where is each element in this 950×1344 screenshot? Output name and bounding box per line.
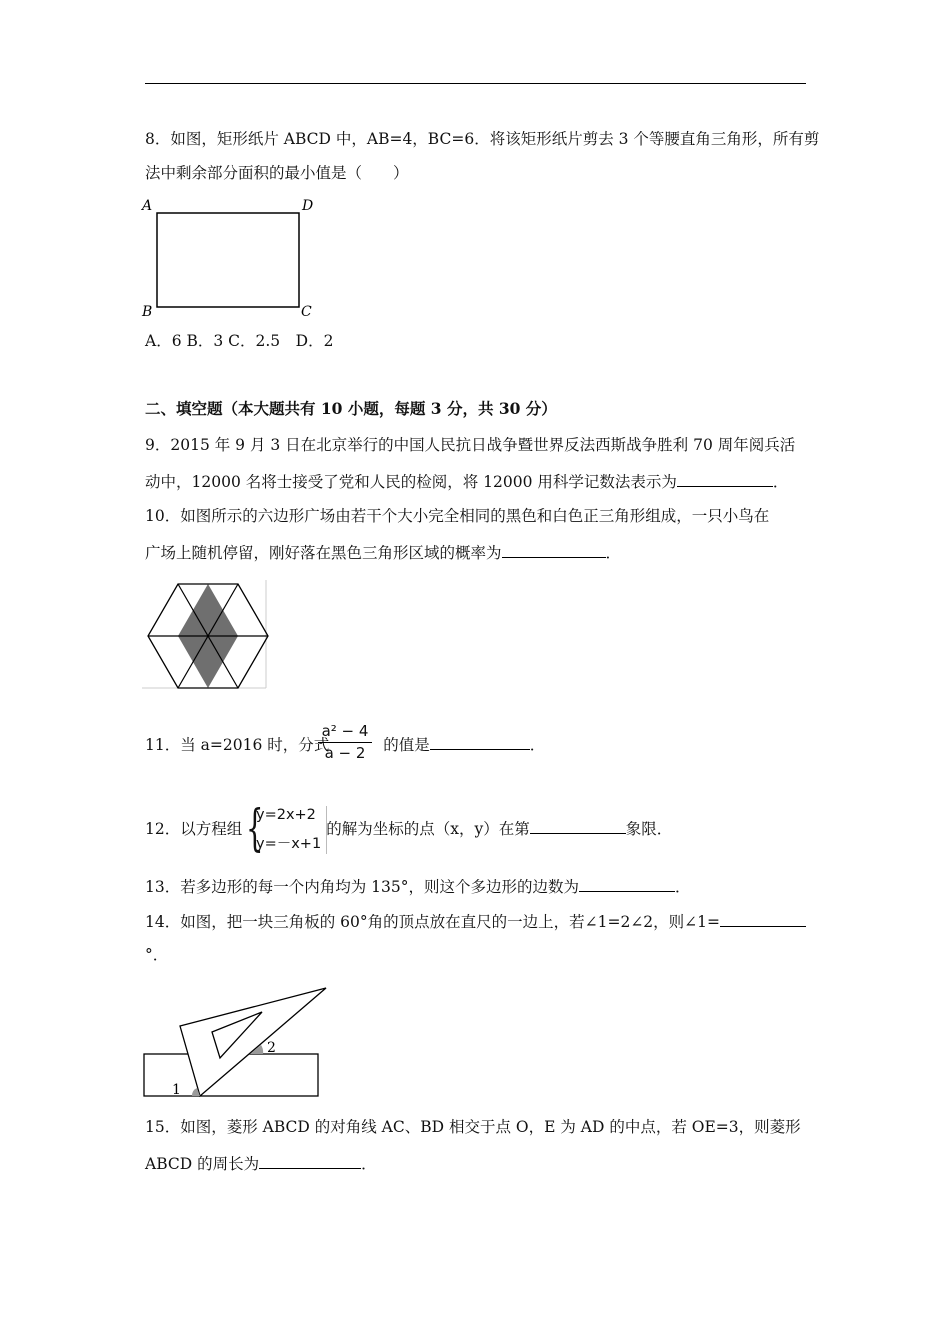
q8-line2: 法中剩余部分面积的最小值是（ ）	[145, 164, 409, 182]
q15-end: ．	[361, 1155, 377, 1173]
q8-rectangle-figure	[140, 196, 330, 320]
q11-answer-blank[interactable]	[430, 733, 530, 750]
q12-text-before: 12．以方程组	[145, 820, 243, 838]
angle-label-1: 1	[172, 1082, 181, 1098]
q14-text: 14．如图，把一块三角板的 60°角的顶点放在直尺的一边上，若∠1=2∠2，则∠1=	[145, 913, 721, 931]
vertex-label-c: C	[301, 304, 312, 320]
q10-end: ．	[605, 544, 622, 562]
q12-line	[145, 817, 672, 840]
q9-text: 动中，12000 名将士接受了党和人民的检阅，将 12000 用科学记数法表示为	[145, 473, 677, 491]
q15-answer-blank[interactable]	[259, 1152, 361, 1169]
q8-options: A．6 B．3 C．2.5 D．2	[145, 332, 334, 350]
equation-2: y=－x+1	[256, 836, 322, 852]
q14-answer-blank[interactable]	[720, 910, 806, 927]
q14-ruler-triangle-figure	[140, 984, 336, 1100]
q15-line2	[145, 1152, 377, 1175]
q12-text-after: 的解为坐标的点（x，y）在第	[326, 820, 530, 838]
q9-answer-blank[interactable]	[677, 470, 773, 487]
q11-end: ．	[529, 736, 546, 754]
q10-line2	[145, 541, 621, 564]
q14-line1	[145, 910, 806, 933]
q9-line1: 9．2015 年 9 月 3 日在北京举行的中国人民抗日战争暨世界反法西斯战争胜利 70 周年阅兵活	[145, 436, 796, 454]
q8-line1: 8．如图，矩形纸片 ABCD 中，AB=4，BC=6．将该矩形纸片剪去 3 个等腰直角三角形，所有剪	[145, 130, 820, 148]
q15-line1: 15．如图，菱形 ABCD 的对角线 AC、BD 相交于点 O，E 为 AD 的中点，若 OE=3，则菱形	[145, 1118, 801, 1136]
q13-text: 13．若多边形的每一个内角均为 135°，则这个多边形的边数为	[145, 878, 579, 896]
equation-1: y=2x+2	[256, 807, 316, 823]
q11-text-before: 11．当 a=2016 时，分式	[145, 736, 330, 754]
q13-line	[145, 875, 691, 898]
q10-text: 广场上随机停留，刚好落在黑色三角形区域的概率为	[145, 544, 502, 562]
vertex-label-d: D	[302, 198, 314, 214]
q13-end: ．	[675, 878, 691, 896]
q10-answer-blank[interactable]	[502, 541, 606, 558]
section-heading: 二、填空题（本大题共有 10 小题，每题 3 分，共 30 分）	[145, 399, 557, 418]
fraction-numerator: a² − 4	[321, 722, 369, 740]
black-triangle-bottom	[178, 636, 238, 688]
q9-end: ．	[772, 473, 789, 491]
q9-line2	[145, 470, 788, 493]
vertex-label-b: B	[142, 304, 153, 320]
q11-text-after: 的值是	[383, 736, 430, 754]
q12-answer-blank[interactable]	[530, 817, 626, 834]
q14-line2: °．	[145, 946, 169, 964]
vertex-label-a: A	[142, 198, 153, 214]
q15-text: ABCD 的周长为	[145, 1155, 260, 1173]
rectangle-abcd	[157, 213, 299, 307]
q11-fraction	[318, 722, 372, 763]
exam-page: 8．如图，矩形纸片 ABCD 中，AB=4，BC=6．将该矩形纸片剪去 3 个等腰直角三角形，所有剪 法中剩余部分面积的最小值是（ ） A D B C A．6 B．3 C．2.5 D．2 二、填空题（本大题共有 10 小题，每题 3 分，共 30 分） 9．2015 年 9 月 3 日在北京举行的中国人民抗日战争暨世界反法西斯战争胜利 70 周年阅兵活 动中，12000 名将士接受了党和人民的检阅，将 12000 用科学记数法表示为 ． 10．如图所示的六边形广场由若干个大小完全相同的黑色和白色正三角形组成，一只小鸟在 广场上随机停留，刚好落在黑色三角形区域的概率为 ． 11．当 a=2016 时，分式 的值是 ． a² − 4 a − 2 12．以方程组 的解为坐标的点（x，y）在第 象限． { y=2x+2 y=－x+1 13．若多边形的每一个内角均为 135°，则这个多边形的边数为 ． 14．如图，把一块三角板的 60°角的顶点放在直尺的一边上，若∠1=2∠2，则∠1= °． 1 2 15．如图，菱形 ABCD 的对角线 AC、BD 相交于点 O，E 为 AD 的中点，若 OE=3，则菱形 ABCD 的周长为 ．	[0, 0, 950, 1344]
q12-end: 象限．	[625, 820, 673, 838]
q13-answer-blank[interactable]	[579, 875, 675, 892]
header-rule	[145, 83, 806, 84]
q10-hexagon-figure	[140, 578, 270, 690]
black-triangle-top	[178, 584, 238, 636]
angle-label-2: 2	[267, 1040, 276, 1056]
fraction-denominator: a − 2	[324, 744, 366, 762]
q10-line1: 10．如图所示的六边形广场由若干个大小完全相同的黑色和白色正三角形组成，一只小鸟在	[145, 507, 770, 525]
